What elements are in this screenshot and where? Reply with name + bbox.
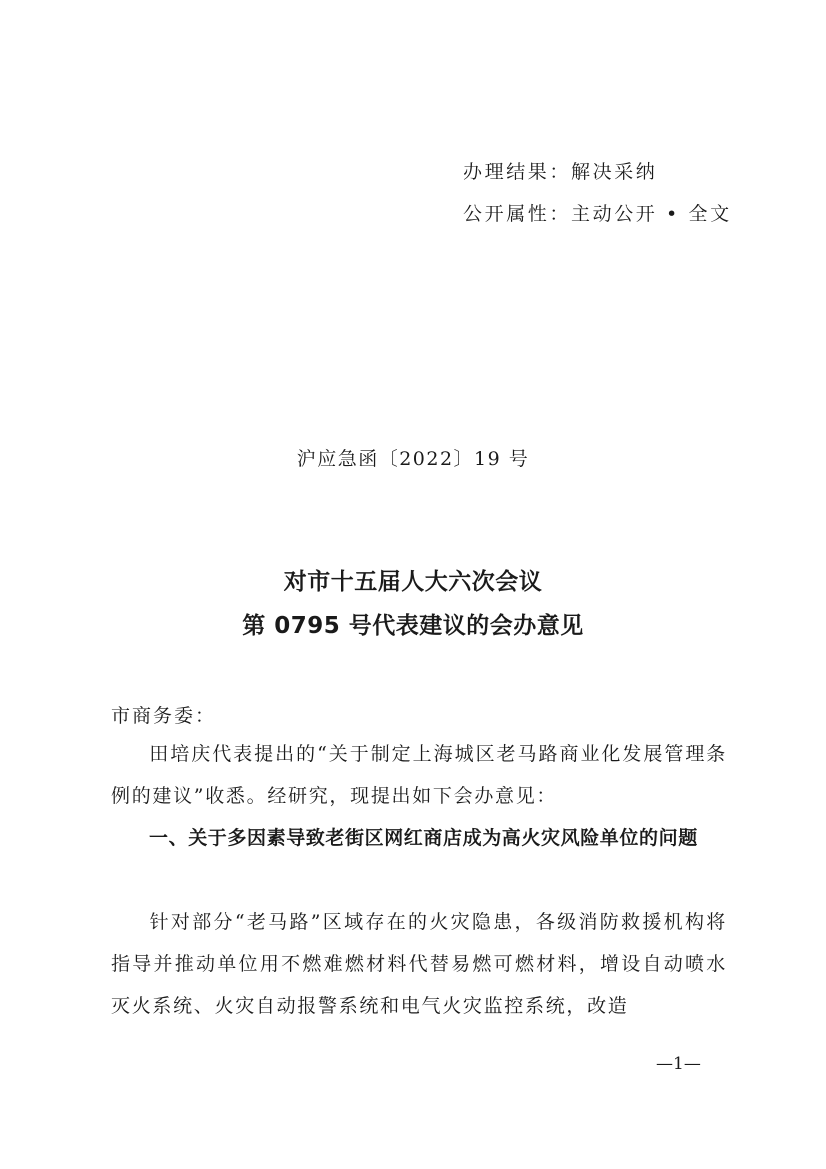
section-heading-1-text: 一、关于多因素导致老街区网红商店成为高火灾风险单位的问题 xyxy=(149,827,698,849)
body-paragraph-2 xyxy=(111,901,727,1027)
addressee: 市商务委： xyxy=(111,705,217,727)
page-number: —1— xyxy=(656,1054,701,1074)
handling-result: 办理结果：解决采纳 xyxy=(463,161,658,183)
document-title-line-1: 对市十五届人大六次会议 xyxy=(283,569,543,595)
body-paragraph-1-text: 田培庆代表提出的“关于制定上海城区老马路商业化发展管理条例的建议”收悉。经研究，现提出如下会办意见： xyxy=(111,743,727,807)
disclosure-attribute: 公开属性：主动公开 • 全文 xyxy=(463,203,732,225)
document-number: 沪应急函〔2022〕19 号 xyxy=(296,448,530,470)
document-title-line-2: 第 0795 号代表建议的会办意见 xyxy=(242,613,584,639)
body-paragraph-2-text: 针对部分“老马路”区域存在的火灾隐患，各级消防救援机构将指导并推动单位用不燃难燃材料代替易燃可燃材料，增设自动喷水灭火系统、火灾自动报警系统和电气火灾监控系统，改造 xyxy=(111,911,727,1017)
section-heading-1 xyxy=(111,817,727,859)
body-paragraph-1 xyxy=(111,733,727,817)
